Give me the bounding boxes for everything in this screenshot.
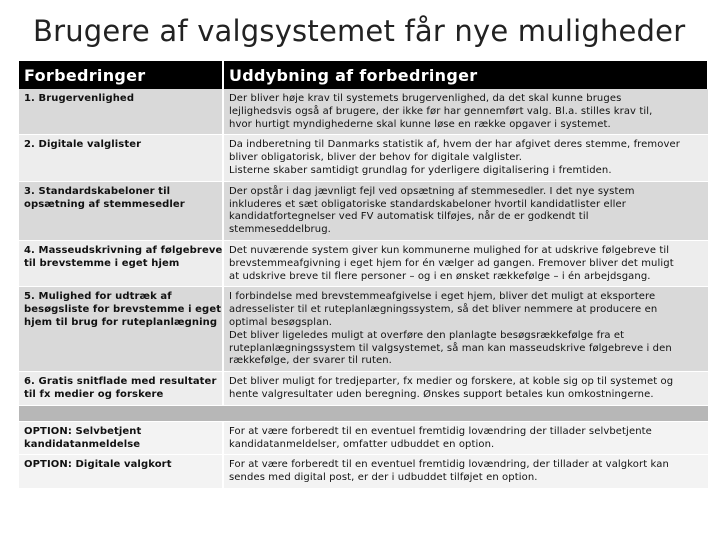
table-row (19, 455, 708, 489)
header-improvements: Forbedringer (19, 61, 223, 89)
cell-line: kandidatfortegnelser ved FV automatisk tilføjes, når de er godkendt til (229, 211, 589, 223)
cell-line: Det bliver muligt for tredjeparter, fx medier og forskere, at koble sig op til systemet og (229, 376, 674, 388)
table-row (19, 287, 708, 372)
cell-line: sendes med digital post, er der i udbuddet tilføjet en option. (229, 472, 538, 484)
cell-line: OPTION: Digitale valgkort (24, 459, 172, 471)
improvement-name (19, 421, 223, 455)
table-row (19, 240, 708, 286)
improvement-name (19, 455, 223, 489)
cell-line: til brevstemme i eget hjem (24, 257, 180, 269)
table-row (19, 181, 708, 240)
table-row (19, 372, 708, 406)
cell-line: Listerne skaber samtidigt grundlag for yderligere digitalisering i fremtiden. (229, 164, 612, 176)
improvement-name (19, 135, 223, 181)
cell-line: rækkefølge, der svarer til ruten. (229, 355, 392, 367)
cell-line: hvor hurtigt myndighederne skal kunne løse en række opgaver i systemet. (229, 118, 611, 130)
cell-line: For at være forberedt til en eventuel fremtidig lovændring der tillader selvbetjente (229, 425, 652, 437)
cell-line: Der bliver høje krav til systemets brugervenlighed, da det skal kunne bruges (229, 93, 622, 104)
cell-line: optimal besøgsplan. (229, 316, 333, 328)
cell-line: Det nuværende system giver kun kommunerne mulighed for at udskrive følgebreve til (229, 244, 670, 256)
improvement-description (223, 135, 708, 181)
cell-line: besøgsliste for brevstemme i eget (24, 304, 222, 316)
header-elaboration: Uddybning af forbedringer (223, 61, 708, 89)
cell-line: Der opstår i dag jævnligt fejl ved opsætning af stemmesedler. I det nye system (229, 185, 635, 197)
cell-line: adresselister til et ruteplanlægningssystem, så det bliver nemmere at producere en (229, 304, 658, 316)
cell-line: kandidatanmeldelse (24, 438, 141, 450)
table-row (19, 135, 708, 181)
improvements-table (19, 61, 709, 489)
cell-line: kandidatanmeldelser, omfatter udbuddet en option. (229, 438, 495, 450)
separator-row (19, 405, 708, 421)
cell-line: at udskrive breve til flere personer – og i en ønsket rækkefølge – i én arbejdsgang. (229, 270, 651, 282)
cell-line: I forbindelse med brevstemmeafgivelse i eget hjem, bliver det muligt at eksportere (229, 291, 656, 303)
cell-line: 3. Standardskabeloner til (24, 185, 171, 197)
cell-line: hjem til brug for ruteplanlægning (24, 316, 218, 328)
table-row (19, 421, 708, 455)
improvement-description (223, 181, 708, 240)
improvement-description (223, 421, 708, 455)
improvement-name (19, 240, 223, 286)
cell-line: Da indberetning til Danmarks statistik af, hvem der har afgivet deres stemme, fremover (229, 139, 680, 151)
cell-line: opsætning af stemmesedler (24, 198, 185, 210)
cell-line: lejlighedsvis også af brugere, der ikke før har gennemført valg. Bl.a. stilles krav til, (229, 105, 653, 117)
cell-line: Det bliver ligeledes muligt at overføre den planlagte besøgsrækkefølge fra et (229, 329, 625, 341)
cell-line: inkluderes et sæt obligatoriske standardskabeloner hvortil kandidatlister eller (229, 198, 626, 210)
cell-line: til fx medier og forskere (24, 388, 164, 400)
cell-line: 1. Brugervenlighed (24, 93, 135, 104)
table-row (19, 89, 708, 135)
cell-line: 2. Digitale valglister (24, 139, 142, 151)
improvement-description (223, 287, 708, 372)
improvement-name (19, 287, 223, 372)
improvement-description (223, 89, 708, 135)
cell-line: hente valgresultater uden beregning. Ønskes support betales kun omkostningerne. (229, 388, 654, 400)
table-header-row (19, 61, 708, 89)
cell-line: For at være forberedt til en eventuel fremtidig lovændring, der tillader at valgkort kan (229, 459, 669, 471)
improvement-name (19, 181, 223, 240)
cell-line: 4. Masseudskrivning af følgebreve (24, 244, 223, 256)
cell-line: stemmeseddelbrug. (229, 224, 331, 236)
cell-line: 6. Gratis snitflade med resultater (24, 376, 217, 388)
cell-line: ruteplanlægningssystem til valgsystemet, så man kan masseudskrive følgebreve i den (229, 342, 672, 354)
cell-line: bliver obligatorisk, bliver der behov for digitale valglister. (229, 152, 523, 164)
cell-line: OPTION: Selvbetjent (24, 425, 142, 437)
improvement-description (223, 455, 708, 489)
cell-line: brevstemmeafgivning i eget hjem for én vælger ad gangen. Fremover bliver det muligt (229, 257, 674, 269)
separator-cell (19, 405, 708, 421)
page-title: Brugere af valgsystemet får nye muligheder (33, 14, 686, 48)
improvement-name (19, 89, 223, 135)
improvement-description (223, 372, 708, 406)
cell-line: 5. Mulighed for udtræk af (24, 291, 172, 303)
improvement-name (19, 372, 223, 406)
improvement-description (223, 240, 708, 286)
